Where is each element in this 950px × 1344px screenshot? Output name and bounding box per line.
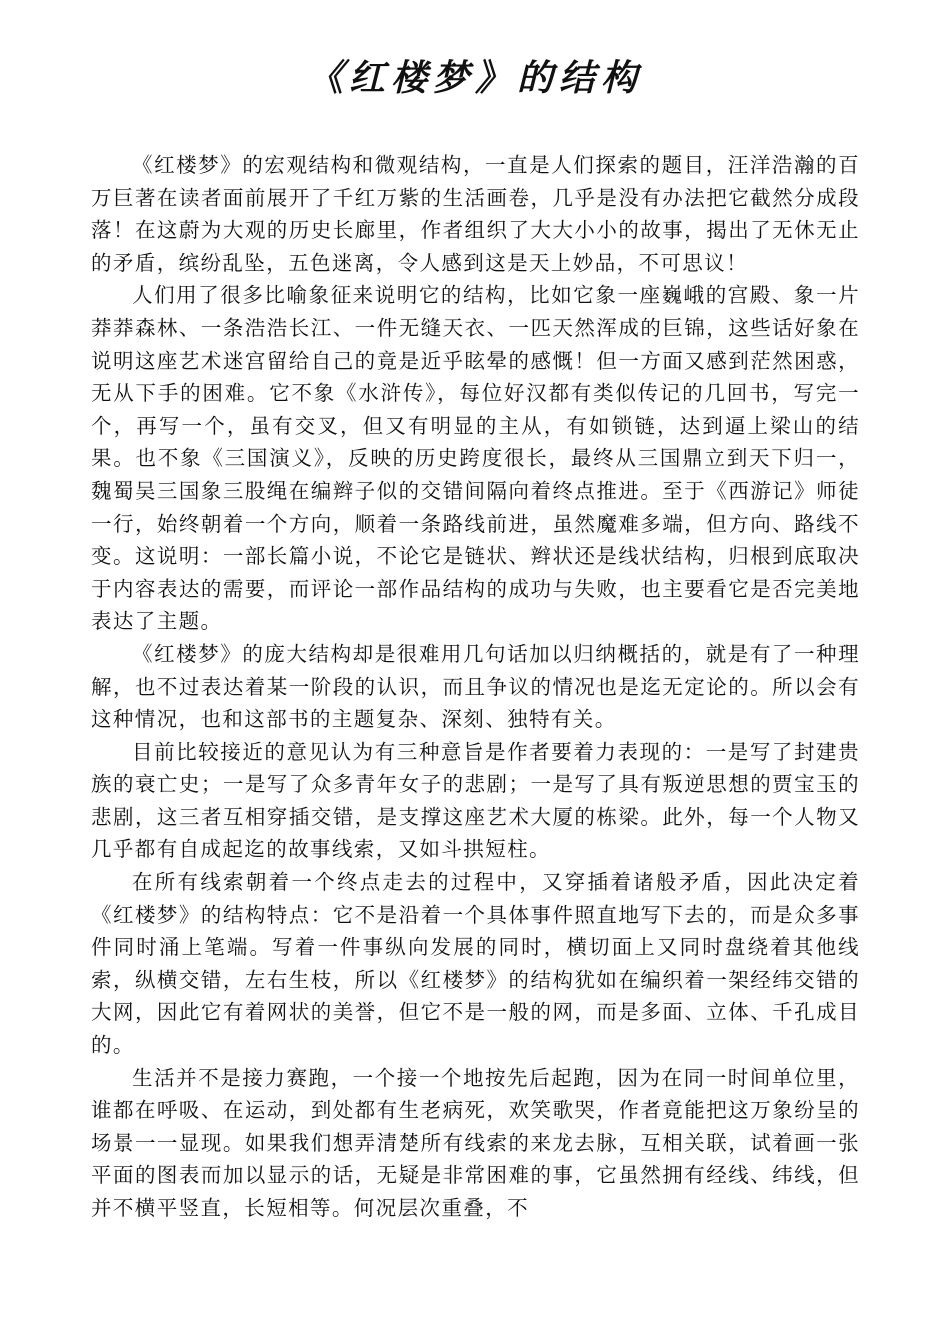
document-body (91, 149, 860, 1225)
paragraph-3: 《红楼梦》的庞大结构却是很难用几句话加以归纳概括的，就是有了一种理解，也不过表达着某一阶段的认识，而且争议的情况也是迄无定论的。所以会有这种情况，也和这部书的主题复杂、深刻、独特有关。 (91, 641, 860, 732)
paragraph-1: 《红楼梦》的宏观结构和微观结构，一直是人们探索的题目，汪洋浩瀚的百万巨著在读者面前展开了千红万紫的生活画卷，几乎是没有办法把它截然分成段落！在这蔚为大观的历史长廊里，作者组织了大大小小的故事，揭出了无休无止的矛盾，缤纷乱坠，五色迷离，令人感到这是天上妙品，不可思议！ (91, 153, 860, 275)
paragraph-2: 人们用了很多比喻象征来说明它的结构，比如它象一座巍峨的宫殿、象一片莽莽森林、一条浩浩长江、一件无缝天衣、一匹天然浑成的巨锦，这些话好象在说明这座艺术迷宫留给自己的竟是近乎眩晕的感慨！但一方面又感到茫然困惑，无从下手的困难。它不象《水浒传》，每位好汉都有类似传记的几回书，写完一个，再写一个，虽有交叉，但又有明显的主从，有如锁链，达到逼上梁山的结果。也不象《三国演义》，反映的历史跨度很长，最终从三国鼎立到天下归一，魏蜀吴三国象三股绳在编辫子似的交错间隔向着终点推进。至于《西游记》师徒一行，始终朝着一个方向，顺着一条路线前进，虽然魔难多端，但方向、路线不变。这说明：一部长篇小说，不论它是链状、辫状还是线状结构，归根到底取决于内容表达的需要，而评论一部作品结构的成功与失败，也主要看它是否完美地表达了主题。 (91, 283, 860, 634)
page-title: 《红楼梦》的结构 (306, 57, 643, 99)
paragraph-6: 生活并不是接力赛跑，一个接一个地按先后起跑，因为在同一时间单位里，谁都在呼吸、在运动，到处都有生老病死，欢笑歌哭，作者竟能把这万象纷呈的场景一一显现。如果我们想弄清楚所有线索的来龙去脉，互相关联，试着画一张平面的图表而加以显示的话，无疑是非常困难的事，它虽然拥有经线、纬线，但并不横平竖直，长短相等。何况层次重叠，不 (91, 1065, 860, 1220)
paragraph-4: 目前比较接近的意见认为有三种意旨是作者要着力表现的：一是写了封建贵族的衰亡史；一是写了众多青年女子的悲剧；一是写了具有叛逆思想的贾宝玉的悲剧，这三者互相穿插交错，是支撑这座艺术大厦的栋梁。此外，每一个人物又几乎都有自成起迄的故事线索，又如斗拱短柱。 (91, 739, 860, 862)
paragraph-5: 在所有线索朝着一个终点走去的过程中，又穿插着诸般矛盾，因此决定着《红楼梦》的结构特点：它不是沿着一个具体事件照直地写下去的，而是众多事件同时涌上笔端。写着一件事纵向发展的同时，横切面上又同时盘绕着其他线索，纵横交错，左右生枝，所以《红楼梦》的结构犹如在编织着一架经纬交错的大网，因此它有着网状的美誉，但它不是一般的网，而是多面、立体、千孔成目的。 (91, 870, 860, 1058)
